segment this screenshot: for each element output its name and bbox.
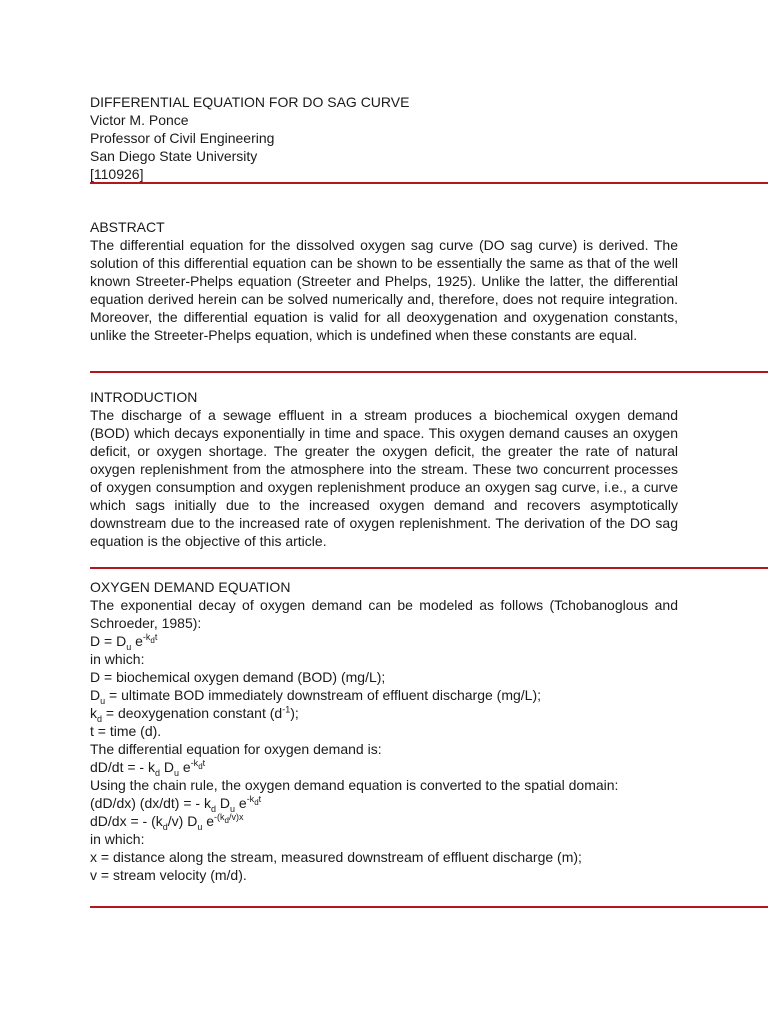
equation-chain-rule: (dD/dx) (dx/dt) = - $k_d$ $D_u$ $e^{-k_dt}$: [90, 794, 262, 814]
equation-differential: dD/dt = - $k_d$ $D_u$ $e^{-k_dt}$: [90, 758, 206, 778]
definition-t: t = time (d).: [90, 723, 162, 739]
document-page: [90, 93, 678, 884]
section-divider: [90, 906, 768, 908]
author-position: Professor of Civil Engineering: [90, 130, 275, 146]
equation-decay: $D = D_u$ $e^{-k_dt}$: [90, 632, 158, 652]
document-header: [90, 93, 678, 183]
section-divider: [90, 182, 768, 184]
abstract-heading: ABSTRACT: [90, 219, 165, 235]
in-which-1: in which:: [90, 651, 145, 667]
section-divider: [90, 567, 768, 569]
oxygen-demand-heading: OXYGEN DEMAND EQUATION: [90, 579, 291, 595]
author-institution: San Diego State University: [90, 148, 258, 164]
section-divider: [90, 371, 768, 373]
equation-spatial: dD/dx = - $(k_d/v)$ $D_u$ $e^{-(k_d/v)x}$: [90, 812, 244, 832]
introduction-heading: INTRODUCTION: [90, 389, 198, 405]
definition-v: v = stream velocity (m/d).: [90, 867, 247, 883]
definition-Du: $D_u$ = ultimate BOD immediately downstream of effluent discharge (mg/L);: [90, 687, 542, 706]
chain-rule-intro: Using the chain rule, the oxygen demand equation is converted to the spatial domain:: [90, 777, 619, 793]
document-code: [110926]: [90, 166, 144, 182]
definition-x: x = distance along the stream, measured downstream of effluent discharge (m);: [90, 849, 582, 865]
in-which-2: in which:: [90, 831, 145, 847]
document-title: DIFFERENTIAL EQUATION FOR DO SAG CURVE: [90, 94, 410, 110]
abstract-text: The differential equation for the dissolved oxygen sag curve (DO sag curve) is derived. The solution of this differential equation can be shown to be essentially the same as that of the well known Streeter-Phelps equation (Streeter and Phelps, 1925). Unlike the latter, the differential equation derived herein can be solved numerically and, therefore, does not require integration. Moreover, the differential equation is valid for all deoxygenation and oxygenation constants, unlike the Streeter-Phelps equation, which is undefined when these constants are equal.: [90, 237, 678, 343]
introduction-section: [90, 388, 678, 550]
author-name: Victor M. Ponce: [90, 112, 189, 128]
differential-intro: The differential equation for oxygen demand is:: [90, 741, 382, 757]
oxygen-demand-intro: The exponential decay of oxygen demand can be modeled as follows (Tchobanoglous and Schroeder, 1985):: [90, 597, 678, 631]
definition-kd: $k_d$ = deoxygenation constant $(d^{-1})$;: [90, 704, 299, 724]
introduction-text: The discharge of a sewage effluent in a stream produces a biochemical oxygen demand (BOD) which decays exponentially in time and space. This oxygen demand causes an oxygen deficit, or oxygen shortage. The greater the oxygen deficit, the greater the rate of natural oxygen replenishment from the atmosphere into the stream. These two concurrent processes of oxygen consumption and oxygen replenishment produce an oxygen sag curve, i.e., a curve which sags initially due to the increased oxygen demand and recovers asymptotically downstream due to the increased rate of oxygen replenishment. The derivation of the DO sag equation is the objective of this article.: [90, 407, 678, 549]
abstract-section: [90, 218, 678, 344]
definition-D: D = biochemical oxygen demand (BOD) (mg/L);: [90, 669, 386, 685]
oxygen-demand-section: [90, 578, 678, 884]
